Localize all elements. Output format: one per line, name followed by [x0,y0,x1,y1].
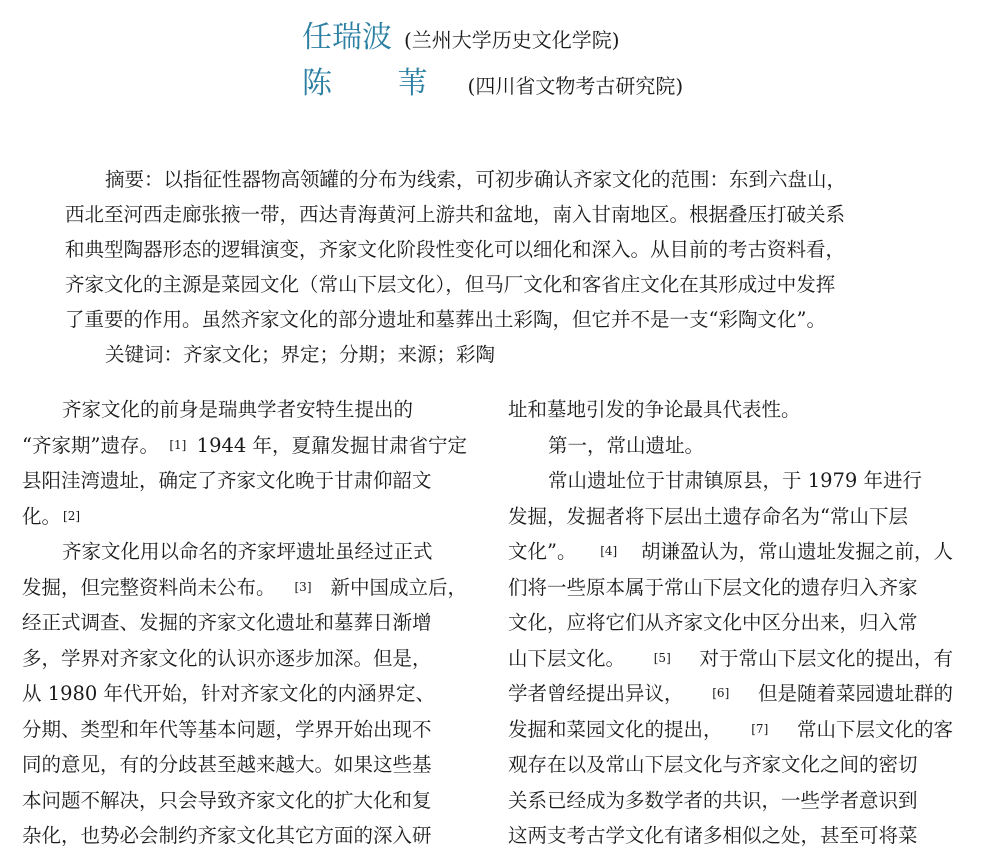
body-text: 齐家文化用以命名的齐家坪遗址虽经过正式 [62,540,433,563]
body-text: 但是随着菜园遗址群的 [757,682,953,705]
citation-ref[interactable]: [4] [600,544,618,558]
abstract-line: 西北至河西走廊张掖一带，西达青海黄河上游共和盆地，南入甘南地区。根据叠压打破关系 [65,203,846,226]
body-text: 杂化，也势必会制约齐家文化其它方面的深入研 [22,824,432,847]
body-line [508,605,953,641]
body-line [508,676,953,712]
body-line [22,392,467,428]
body-line [22,463,467,499]
body-text: 常山遗址位于甘肃镇原县，于 1979 年进行 [548,469,923,492]
body-line [22,605,467,641]
body-line [508,712,953,748]
body-text: 发掘，发掘者将下层出土遗存命名为“常山下层 [508,504,908,528]
body-text: 胡谦盈认为，常山遗址发掘之前，人 [640,540,953,563]
abstract [65,162,915,372]
body-line [22,747,467,783]
abstract-line: 和典型陶器形态的逻辑演变，齐家文化阶段性变化可以细化和深入。从目前的考古资料看， [65,238,846,261]
author-name: 任瑞波 [302,20,392,55]
body-line [508,783,953,819]
body-text: 对于常山下层文化的提出，有 [699,646,953,670]
body-text: 关系已经成为多数学者的共识，一些学者意识到 [508,788,918,812]
body-text: 山下层文化。 [508,646,626,670]
body-line [508,641,953,677]
body-line [22,499,467,535]
body-text: 文化”。 [508,540,577,563]
body-text: 经正式调查、发掘的齐家文化遗址和墓葬日渐增 [22,611,432,634]
body-text: 第一，常山遗址。 [548,433,705,457]
body-text: 化。 [22,504,62,528]
body-text: 学者曾经提出异议， [508,682,684,705]
body-text: 多，学界对齐家文化的认识亦逐步加深。但是， [22,646,432,670]
body-text: 这两支考古学文化有诸多相似之处，甚至可将菜 [508,824,918,847]
body-column-left [22,392,467,854]
body-text: 从 1980 年代开始，针对齐家文化的内涵界定、 [22,682,436,705]
citation-ref[interactable]: [2] [63,508,81,523]
body-text: 常山下层文化的客 [796,717,953,741]
abstract-line: 了重要的作用。虽然齐家文化的部分遗址和墓葬出土彩陶，但它并不是一支“彩陶文化”。 [65,308,826,331]
body-line [508,818,953,854]
body-text: 观存在以及常山下层文化与齐家文化之间的密切 [508,753,918,776]
body-text: 址和墓地引发的争论最具代表性。 [508,398,801,421]
author-name: 陈 苇 [302,66,456,101]
body-line [508,534,953,570]
body-text: 本问题不解决，只会导致齐家文化的扩大化和复 [22,788,432,812]
body-line [22,641,467,677]
body-text: 1944 年，夏鼐发掘甘肃省宁定 [196,433,467,457]
body-line [22,818,467,854]
citation-ref[interactable]: [1] [169,437,187,452]
citation-ref[interactable]: [6] [712,686,730,700]
body-line [508,392,953,428]
citation-ref[interactable]: [5] [653,650,671,665]
body-text: 齐家文化的前身是瑞典学者安特生提出的 [62,398,414,421]
body-text: 文化，应将它们从齐家文化中区分出来，归入常 [508,611,918,634]
body-line [22,570,467,606]
body-line [508,463,953,499]
author-row-1 [302,12,620,54]
abstract-line: 齐家文化的主源是菜园文化（常山下层文化），但马厂文化和客省庄文化在其形成过中发挥 [65,273,836,296]
citation-ref[interactable]: [3] [294,579,312,594]
body-line [508,428,953,464]
body-text: 发掘和菜园文化的提出， [508,717,723,741]
body-text: “齐家期”遗存。 [22,433,159,457]
keywords: 关键词：齐家文化；界定；分期；来源；彩陶 [105,343,496,366]
abstract-line: 摘要：以指征性器物高领罐的分布为线索，可初步确认齐家文化的范围：东到六盘山， [105,168,847,191]
body-line [22,534,467,570]
body-line [22,783,467,819]
author-row-2 [302,58,683,100]
body-text: 同的意见，有的分歧甚至越来越大。如果这些基 [22,753,432,776]
body-text: 县阳洼湾遗址，确定了齐家文化晚于甘肃仰韶文 [22,469,432,492]
citation-ref[interactable]: [7] [751,721,769,736]
author-affiliation: (四川省文物考古研究院) [467,74,684,98]
body-line [508,499,953,535]
author-affiliation: (兰州大学历史文化学院) [404,28,620,52]
body-line [508,570,953,606]
body-text: 新中国成立后， [330,575,467,599]
body-line [22,712,467,748]
body-line [508,747,953,783]
body-column-right [508,392,953,854]
body-line [22,428,467,464]
body-text: 分期、类型和年代等基本问题，学界开始出现不 [22,717,432,741]
body-text: 们将一些原本属于常山下层文化的遗存归入齐家 [508,575,918,599]
body-line [22,676,467,712]
body-text: 发掘，但完整资料尚未公布。 [22,575,276,599]
